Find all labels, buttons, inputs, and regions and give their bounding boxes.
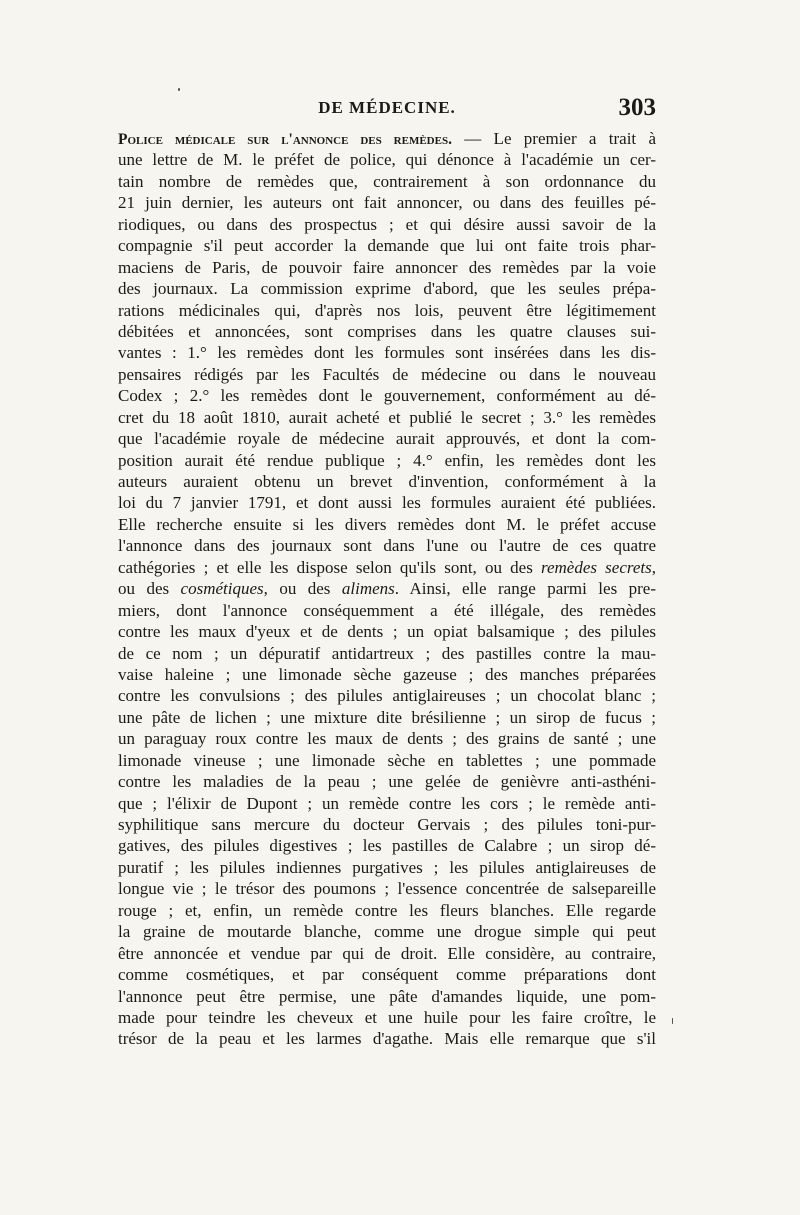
italic-alimens: alimens xyxy=(341,579,395,599)
text-line-19: Elle recherche ensuite si les divers remèdes dont M. le préfet accuse xyxy=(118,514,656,534)
text-line-3: tain nombre de remèdes que, contrairement à son ordonnance du xyxy=(118,171,656,191)
text-line-2: une lettre de M. le préfet de police, qui dénonce à l'académie un cer- xyxy=(118,150,656,170)
text-line-23: miers, dont l'annonce conséquemment a été illégale, des remèdes xyxy=(118,600,656,620)
text-line-43: trésor de la peau et les larmes d'agathe. Mais elle remarque que s'il xyxy=(118,1029,656,1049)
text-line-28: une pâte de lichen ; une mixture dite brésilienne ; un sirop de fucus ; xyxy=(118,707,656,727)
text-line-5: riodiques, ou dans des prospectus ; et qui désire aussi savoir de la xyxy=(118,214,656,234)
text-line-21: cathégories ; et elle les dispose selon qu'ils sont, ou des remèdes secrets, xyxy=(118,557,656,577)
text-line-22: ou des cosmétiques, ou des alimens. Ainsi, elle range parmi les pre- xyxy=(118,579,656,599)
print-speck xyxy=(672,1018,673,1024)
text-line-24: contre les maux d'yeux et de dents ; un opiat balsamique ; des pilules xyxy=(118,622,656,642)
text-line-9: rations médicinales qui, d'après nos lois, peuvent être légitimement xyxy=(118,300,656,320)
print-speck xyxy=(178,88,180,91)
text-line-10: débitées et annoncées, sont comprises dans les quatre clauses sui- xyxy=(118,321,656,341)
text-line-42: made pour teindre les cheveux et une huile pour les faire croître, le xyxy=(118,1007,656,1027)
text-line-30: limonade vineuse ; une limonade sèche en tablettes ; une pommade xyxy=(118,750,656,770)
page-number: 303 xyxy=(618,94,656,121)
text-line-33: syphilitique sans mercure du docteur Gervais ; des pilules toni-pur- xyxy=(118,815,656,834)
text-line-16: position aurait été rendue publique ; 4.° enfin, les remèdes dont les xyxy=(118,450,656,470)
text-line-38: la graine de moutarde blanche, comme une drogue simple qui peut xyxy=(118,922,656,942)
text-line-20: l'annonce dans des journaux sont dans l'une ou l'autre de ces quatre xyxy=(118,536,656,556)
text-line-36: longue vie ; le trésor des poumons ; l'essence concentrée de salsepareille xyxy=(118,879,656,899)
text-line-4: 21 juin dernier, les auteurs ont fait annoncer, ou dans des feuilles pé- xyxy=(118,193,656,213)
italic-remedes-secrets: remèdes secrets xyxy=(540,557,652,577)
text-line-27: contre les convulsions ; des pilules antiglaireuses ; un chocolat blanc ; xyxy=(118,686,656,706)
text-line-17: auteurs auraient obtenu un brevet d'invention, conformément à la xyxy=(118,472,656,491)
text-line-18: loi du 7 janvier 1791, et dont aussi les formules auraient été publiées. xyxy=(118,493,656,513)
running-head xyxy=(118,94,656,128)
text-line-32: que ; l'élixir de Dupont ; un remède contre les cors ; le remède anti- xyxy=(118,793,656,813)
text-line-34: gatives, des pilules digestives ; les pastilles de Calabre ; un sirop dé- xyxy=(118,836,656,856)
text-line-40: comme cosmétiques, et par conséquent comme préparations dont xyxy=(118,965,656,985)
text-line-6: compagnie s'il peut accorder la demande que lui ont faite trois phar- xyxy=(118,236,656,256)
text-line-15: que l'académie royale de médecine aurait approuvés, et dont la com- xyxy=(118,429,656,449)
text-line-31: contre les maladies de la peau ; une gelée de genièvre anti-asthéni- xyxy=(118,772,656,792)
text-line-29: un paraguay roux contre les maux de dents ; des grains de santé ; une xyxy=(118,729,656,749)
text-line-13: Codex ; 2.° les remèdes dont le gouvernement, conformément au dé- xyxy=(118,386,656,406)
text-line-35: puratif ; les pilules indiennes purgatives ; les pilules antiglaireuses de xyxy=(118,857,656,877)
text-line-12: pensaires rédigés par les Facultés de médecine ou dans le nouveau xyxy=(118,364,656,384)
body-text xyxy=(118,128,656,1050)
text-line-11: vantes : 1.° les remèdes dont les formules sont insérées dans les dis- xyxy=(118,343,656,363)
text-line-26: vaise haleine ; une limonade sèche gazeuse ; des manches préparées xyxy=(118,664,656,684)
text-line-25: de ce nom ; un dépuratif antidartreux ; des pastilles contre la mau- xyxy=(118,643,656,663)
text-line-14: cret du 18 août 1810, aurait acheté et publié le secret ; 3.° les remèdes xyxy=(118,407,656,427)
section-heading: Police médicale sur l'annonce des remèdes. xyxy=(118,131,452,148)
text-line-7: maciens de Paris, de pouvoir faire annoncer des remèdes par la voie xyxy=(118,257,656,277)
text-line-8: des journaux. La commission exprime d'abord, que les seules prépa- xyxy=(118,279,656,299)
italic-cosmetiques: cosmétiques xyxy=(180,579,264,599)
text-line-37: rouge ; et, enfin, un remède contre les fleurs blanches. Elle regarde xyxy=(118,900,656,920)
text-line-1: Police médicale sur l'annonce des remèdes. — Le premier a trait à xyxy=(118,129,656,148)
text-line-39: être annoncée et vendue par qui de droit. Elle considère, au contraire, xyxy=(118,943,656,963)
running-title: DE MÉDECINE. xyxy=(318,98,456,117)
text-line-41: l'annonce peut être permise, une pâte d'amandes liquide, une pom- xyxy=(118,986,656,1006)
